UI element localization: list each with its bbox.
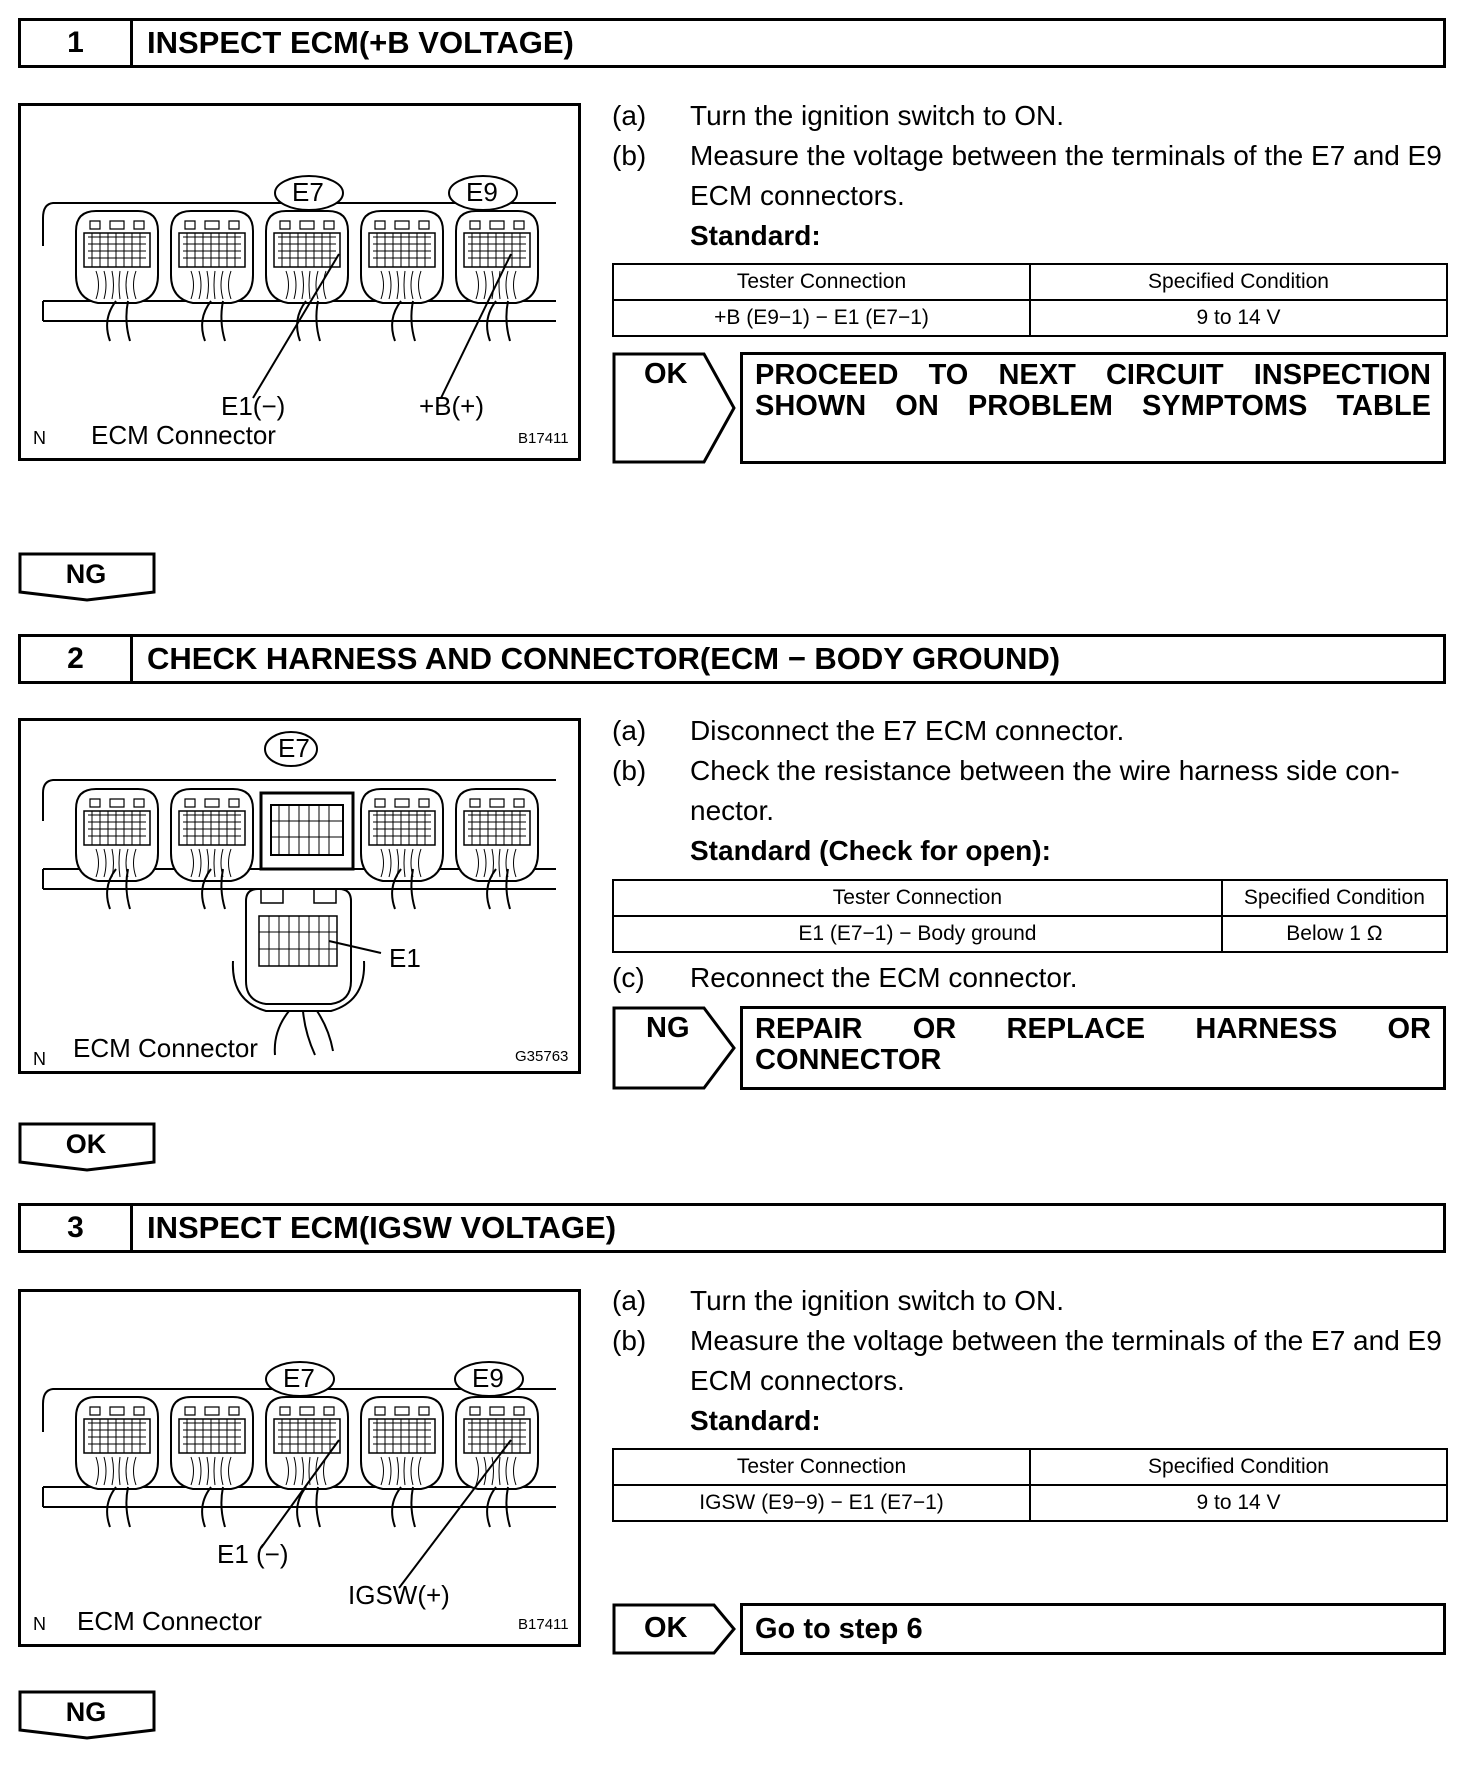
column-header: Tester Connection	[613, 1449, 1030, 1485]
pin-label-igsw: IGSW(+)	[348, 1580, 450, 1610]
figure-caption: ECM Connector	[77, 1606, 262, 1636]
nav-tag-label: OK	[65, 1129, 107, 1159]
instruction-item: (b) Measure the voltage between the terminals of the E7 and E9 ECM connectors.	[612, 140, 1442, 211]
step-number: 1	[21, 21, 133, 65]
standard-label: Standard:	[690, 1405, 821, 1436]
table-row	[613, 1485, 1447, 1521]
step-3-ng-arrow	[18, 1690, 156, 1745]
ecm-connector-diagram	[21, 721, 578, 1071]
figure-corner-mark: N	[33, 428, 46, 448]
connector-label-e9: E9	[472, 1363, 504, 1393]
step-2-figure	[18, 718, 581, 1074]
result-tag-label: OK	[644, 1612, 688, 1644]
table-cell: +B (E9−1) − E1 (E7−1)	[613, 300, 1030, 336]
step-2-result-box: REPAIR OR REPLACE HARNESS OR CONNECTOR	[740, 1006, 1446, 1090]
step-3-figure	[18, 1289, 581, 1647]
pin-label-e1: E1(−)	[221, 391, 286, 421]
column-header: Tester Connection	[613, 880, 1222, 916]
step-1-figure	[18, 103, 581, 461]
figure-caption: ECM Connector	[91, 420, 276, 450]
figure-code: B17411	[518, 1616, 569, 1633]
table-cell: 9 to 14 V	[1030, 1485, 1447, 1521]
step-2-instructions	[612, 711, 1452, 871]
connector-label-e7: E7	[292, 177, 324, 207]
result-tag-ng	[612, 1006, 736, 1095]
step-title: INSPECT ECM(IGSW VOLTAGE)	[147, 1210, 617, 1245]
step-1-result-box: PROCEED TO NEXT CIRCUIT INSPECTION SHOWN ON PROBLEM SYMPTOMS TABLE	[740, 352, 1446, 464]
step-number: 3	[21, 1206, 133, 1250]
step-number: 2	[21, 637, 133, 681]
step-3-instructions	[612, 1281, 1452, 1441]
figure-code: B17411	[518, 430, 569, 447]
ecm-connector-diagram	[21, 106, 578, 458]
pin-label-e1: E1	[389, 943, 421, 973]
table-cell: Below 1 Ω	[1222, 916, 1447, 952]
instruction-item: (b) Measure the voltage between the terminals of the E7 and E9 ECM connectors.	[612, 1325, 1442, 1396]
step-3-spec-table	[612, 1448, 1448, 1522]
instruction-item: (b) Check the resistance between the wire harness side con-nector.	[612, 755, 1400, 826]
figure-code: G35763	[515, 1048, 569, 1065]
table-row	[613, 300, 1447, 336]
pin-label-b: +B(+)	[419, 391, 485, 421]
step-3-result-box: Go to step 6	[740, 1603, 1446, 1655]
column-header: Specified Condition	[1030, 1449, 1447, 1485]
nav-tag-label: NG	[65, 559, 107, 589]
step-2-ok-arrow	[18, 1122, 156, 1177]
table-cell: 9 to 14 V	[1030, 300, 1447, 336]
nav-tag-label: NG	[65, 1697, 107, 1727]
standard-label: Standard (Check for open):	[690, 835, 1051, 866]
result-tag-label: NG	[646, 1012, 690, 1044]
standard-label: Standard:	[690, 220, 821, 251]
step-1-header	[18, 18, 1446, 68]
column-header: Specified Condition	[1030, 264, 1447, 300]
connector-label-e7: E7	[283, 1363, 315, 1393]
table-cell: IGSW (E9−9) − E1 (E7−1)	[613, 1485, 1030, 1521]
step-2-spec-table	[612, 879, 1448, 953]
instruction-item: (c) Reconnect the ECM connector.	[612, 962, 1078, 993]
step-title: CHECK HARNESS AND CONNECTOR(ECM − BODY GROUND)	[147, 641, 1061, 676]
connector-label-e9: E9	[466, 177, 498, 207]
table-row	[613, 916, 1447, 952]
table-cell: E1 (E7−1) − Body ground	[613, 916, 1222, 952]
step-3-header	[18, 1203, 1446, 1253]
step-title: INSPECT ECM(+B VOLTAGE)	[147, 25, 574, 60]
result-tag-ok	[612, 352, 736, 469]
result-tag-label: OK	[644, 358, 688, 390]
step-2-after-instruction	[612, 958, 1452, 998]
instruction-item: (a) Turn the ignition switch to ON.	[612, 100, 1065, 131]
connector-label-e7: E7	[278, 733, 310, 763]
figure-corner-mark: N	[33, 1049, 46, 1069]
step-1-ng-arrow	[18, 552, 156, 607]
figure-corner-mark: N	[33, 1614, 46, 1634]
column-header: Tester Connection	[613, 264, 1030, 300]
table-header-row	[613, 880, 1447, 916]
ecm-connector-diagram	[21, 1292, 578, 1644]
pin-label-e1: E1 (−)	[217, 1539, 289, 1569]
step-1-spec-table	[612, 263, 1448, 337]
step-2-header	[18, 634, 1446, 684]
instruction-item: (a) Disconnect the E7 ECM connector.	[612, 715, 1125, 746]
column-header: Specified Condition	[1222, 880, 1447, 916]
instruction-item: (a) Turn the ignition switch to ON.	[612, 1285, 1065, 1316]
table-header-row	[613, 1449, 1447, 1485]
step-1-instructions	[612, 96, 1452, 256]
figure-caption: ECM Connector	[73, 1033, 258, 1063]
result-tag-ok	[612, 1603, 736, 1660]
table-header-row	[613, 264, 1447, 300]
